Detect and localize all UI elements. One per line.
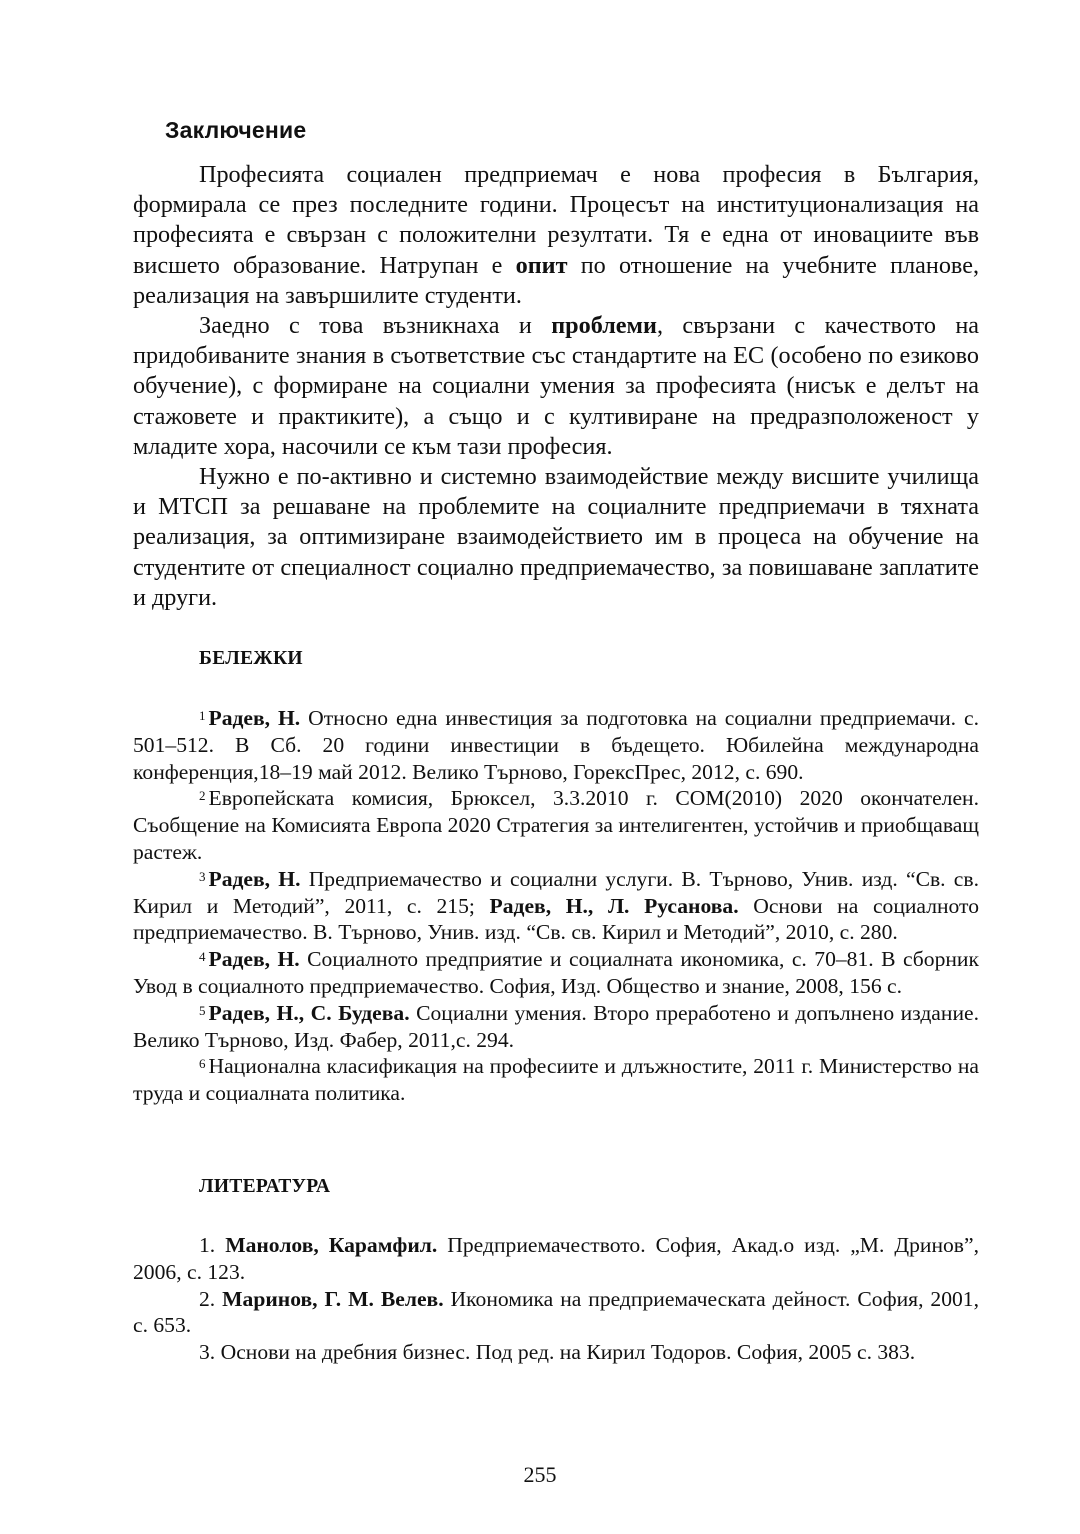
note-text: Социални умения. Второ преработено и допълнено издание. Велико Търново, Изд. Фабер, 2011,с. 294. [133,1000,979,1052]
note-item [133,946,979,1000]
emphasis-text: опит [515,251,568,279]
conclusion-paragraph [133,311,979,462]
note-number: 5 [199,1002,206,1018]
notes-heading: БЕЛЕЖКИ [199,648,303,669]
page-number: 255 [523,1462,557,1487]
note-text: Основи на социалното предприемачество. В. Търново, Унив. изд. “Св. св. Кирил и Методий”, 2010, с. 280. [133,893,979,945]
note-text: Относно една инвестиция за подготовка на социални предприемачи. с. 501–512. В Сб. 20 години инвестиции в бъдещето. Юбилейна международна конференция,18–19 май 2012. Велико Търново, ГорексПрес, 2012, с. 690. [133,706,979,784]
author-name: Радев, Н. [208,947,300,972]
item-number: 3. [199,1340,216,1365]
item-text: Икономика на предприемаческата дейност. София, 2001, с. 653. [133,1286,979,1338]
literature-item [133,1286,979,1340]
author-name: Маринов, Г. М. Велев. [222,1286,444,1311]
item-number: 2. [199,1286,216,1311]
literature-item [133,1232,979,1286]
item-text: Основи на дребния бизнес. Под ред. на Кирил Тодоров. София, 2005 с. 383. [220,1340,916,1365]
note-text: Социалното предприятие и социалната икономика, с. 70–81. В сборник Увод в социалното предприемачество. София, Изд. Общество и знание, 2008, 156 с. [133,947,979,998]
item-number: 1. [199,1233,216,1257]
literature-list [133,1232,979,1366]
emphasis-text: проблеми [551,312,657,340]
note-text: Европейската комисия, Брюксел, 3.3.2010 г. COM(2010) 2020 окончателен. Съобщение на Комисията Европа 2020 Стратегия за интелигентен, устойчив и приобщаващ растеж. [133,786,979,864]
note-text: Национална класификация на професиите и длъжностите, 2011 г. Министерство на труда и социалната политика. [133,1054,979,1106]
author-name: Радев, Н., Л. Русанова. [489,893,739,918]
literature-heading: ЛИТЕРАТУРА [199,1176,331,1197]
author-name: Манолов, Карамфил. [225,1233,438,1257]
note-item [133,866,979,946]
note-item [133,705,979,785]
author-name: Радев, Н. [208,866,301,891]
note-item [133,785,979,865]
conclusion-heading: Заключение [165,117,307,143]
note-number: 4 [199,949,206,965]
text-run: , свързани с качеството на придобиваните знания в съответствие със стандартите на ЕС (особено по езиково обучение), с формиране на социални умения за професията (нисък е делът на стажовете и практиките), а също и с култивиране на предразположеност у младите хора, насочили се към тази професия. [133,312,979,460]
literature-item [133,1339,979,1366]
text-run: Професията социален предприемач е нова професия в България, формирала се през последните години. Процесът на институционализация на професията е свързан с положителни резултати. Тя е една от иновациите във висшето образование. Натрупан е [133,161,979,279]
text-run: Заедно с това възникнаха и [199,312,552,340]
note-item [133,1053,979,1107]
conclusion-paragraph: Нужно е по-активно и системно взаимодействие между висшите училища и МТСП за решаване на проблемите на социалните предприемачи в тяхната реализация, за оптимизиране взаимодействието им в процеса на обучение на студентите от специалност социално предприемачество, за повишаване заплатите и други. [133,463,979,611]
author-name: Радев, Н. [208,706,301,730]
note-text: Предприемачество и социални услуги. В. Търново, Унив. изд. “Св. св. Кирил и Методий”, 2011, с. 215; [133,866,979,918]
text-run: по отношение на учебните планове, реализация на завършилите студенти. [133,251,979,309]
item-text: Предприемачеството. София, Акад.о изд. „М. Дринов”, 2006, с. 123. [133,1233,979,1284]
author-name: Радев, Н., С. Будева. [208,1000,410,1025]
conclusion-body [133,160,979,613]
note-number: 3 [199,868,206,884]
note-item [133,1000,979,1054]
conclusion-paragraph [133,160,979,311]
note-number: 2 [199,788,206,804]
notes-list [133,705,979,1107]
note-number: 6 [199,1056,206,1072]
note-number: 1 [199,708,206,723]
